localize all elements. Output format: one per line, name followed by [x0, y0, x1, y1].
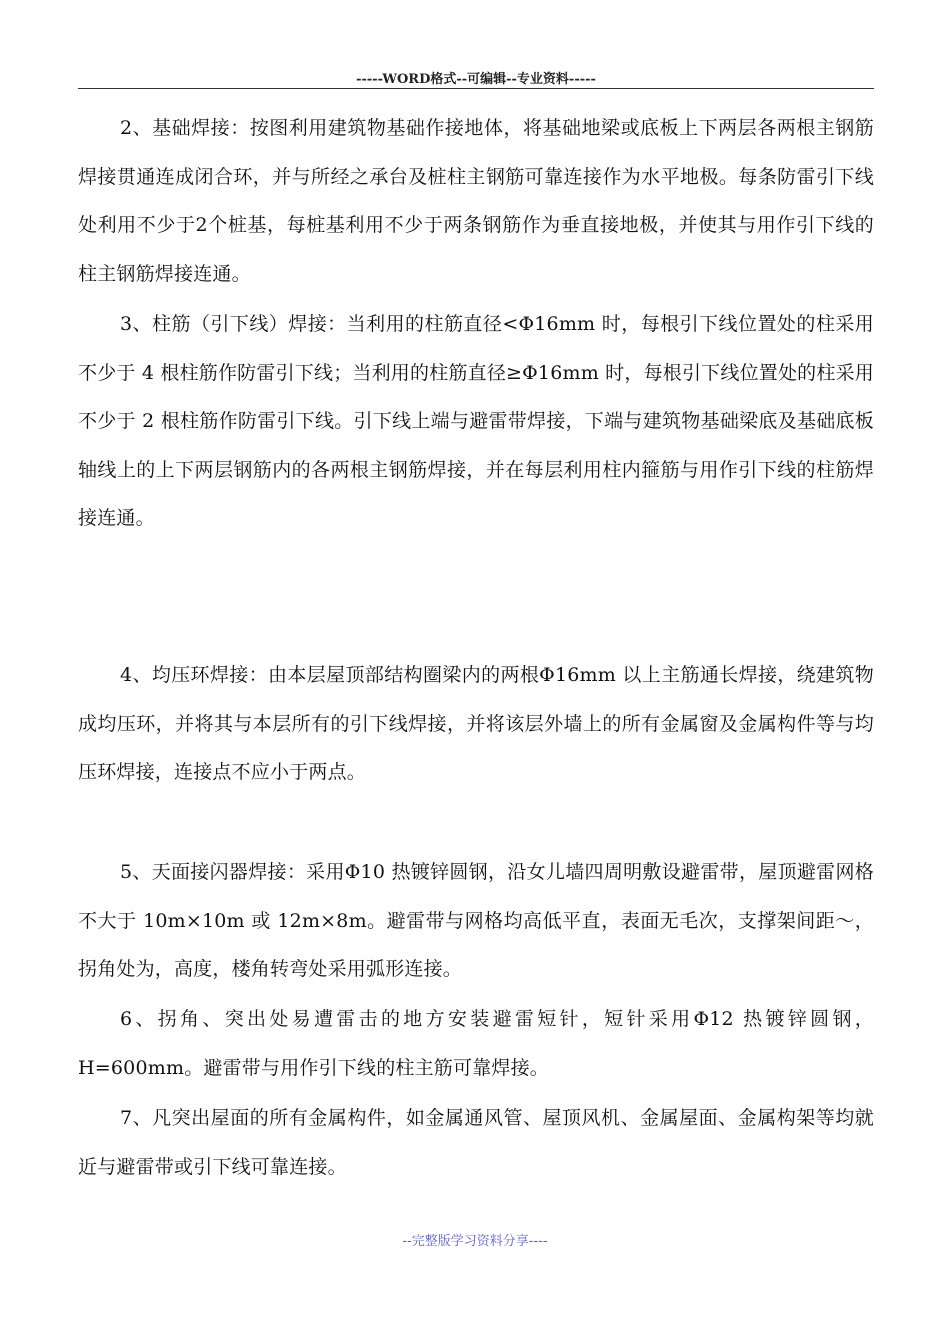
header-divider — [78, 88, 874, 89]
paragraph-equalizing-ring-welding: 4、均压环焊接：由本层屋顶部结构圈梁内的两根Φ16mm 以上主筋通长焊接，绕建筑物成均压环，并将其与本层所有的引下线焊接，并将该层外墙上的所有金属窗及金属构件等与均压环焊接，连接点不应小于两点。 — [78, 664, 874, 784]
paragraph-metal-components-connection: 7、凡突出屋面的所有金属构件，如金属通风管、屋顶风机、金属屋面、金属构架等均就近与避雷带或引下线可靠连接。 — [78, 1107, 874, 1178]
paragraph-foundation-welding: 2、基础焊接：按图利用建筑物基础作接地体，将基础地梁或底板上下两层各两根主钢筋焊接贯通连成闭合环，并与所经之承台及桩柱主钢筋可靠连接作为水平地极。每条防雷引下线处利用不少于2个桩基，每桩基利用不少于两条钢筋作为垂直接地极，并使其与用作引下线的柱主钢筋焊接连通。 — [78, 117, 874, 285]
page-footer: --完整版学习资料分享---- — [402, 1234, 548, 1249]
paragraph-lightning-short-rod: 6、拐角、突出处易遭雷击的地方安装避雷短针，短针采用Φ12 热镀锌圆钢，H=600mm。避雷带与用作引下线的柱主筋可靠焊接。 — [78, 1008, 874, 1079]
paragraph-column-rebar-welding: 3、柱筋（引下线）焊接：当利用的柱筋直径<Φ16mm 时，每根引下线位置处的柱采用不少于 4 根柱筋作防雷引下线；当利用的柱筋直径≥Φ16mm 时，每根引下线位置处的柱采用不少于 2 根柱筋作防雷引下线。引下线上端与避雷带焊接，下端与建筑物基础梁底及基础底板轴线上的上下两层钢筋内的各两根主钢筋焊接，并在每层利用柱内箍筋与用作引下线的柱筋焊接连通。 — [78, 313, 874, 530]
page-header: -----WORD格式--可编辑--专业资料----- — [356, 72, 596, 87]
paragraph-roof-air-terminal-welding: 5、天面接闪器焊接：采用Φ10 热镀锌圆钢，沿女儿墙四周明敷设避雷带，屋顶避雷网格不大于 10m×10m 或 12m×8m。避雷带与网格均高低平直，表面无毛次，支撑架间距～，拐角处为，高度，楼角转弯处采用弧形连接。 — [78, 861, 874, 981]
